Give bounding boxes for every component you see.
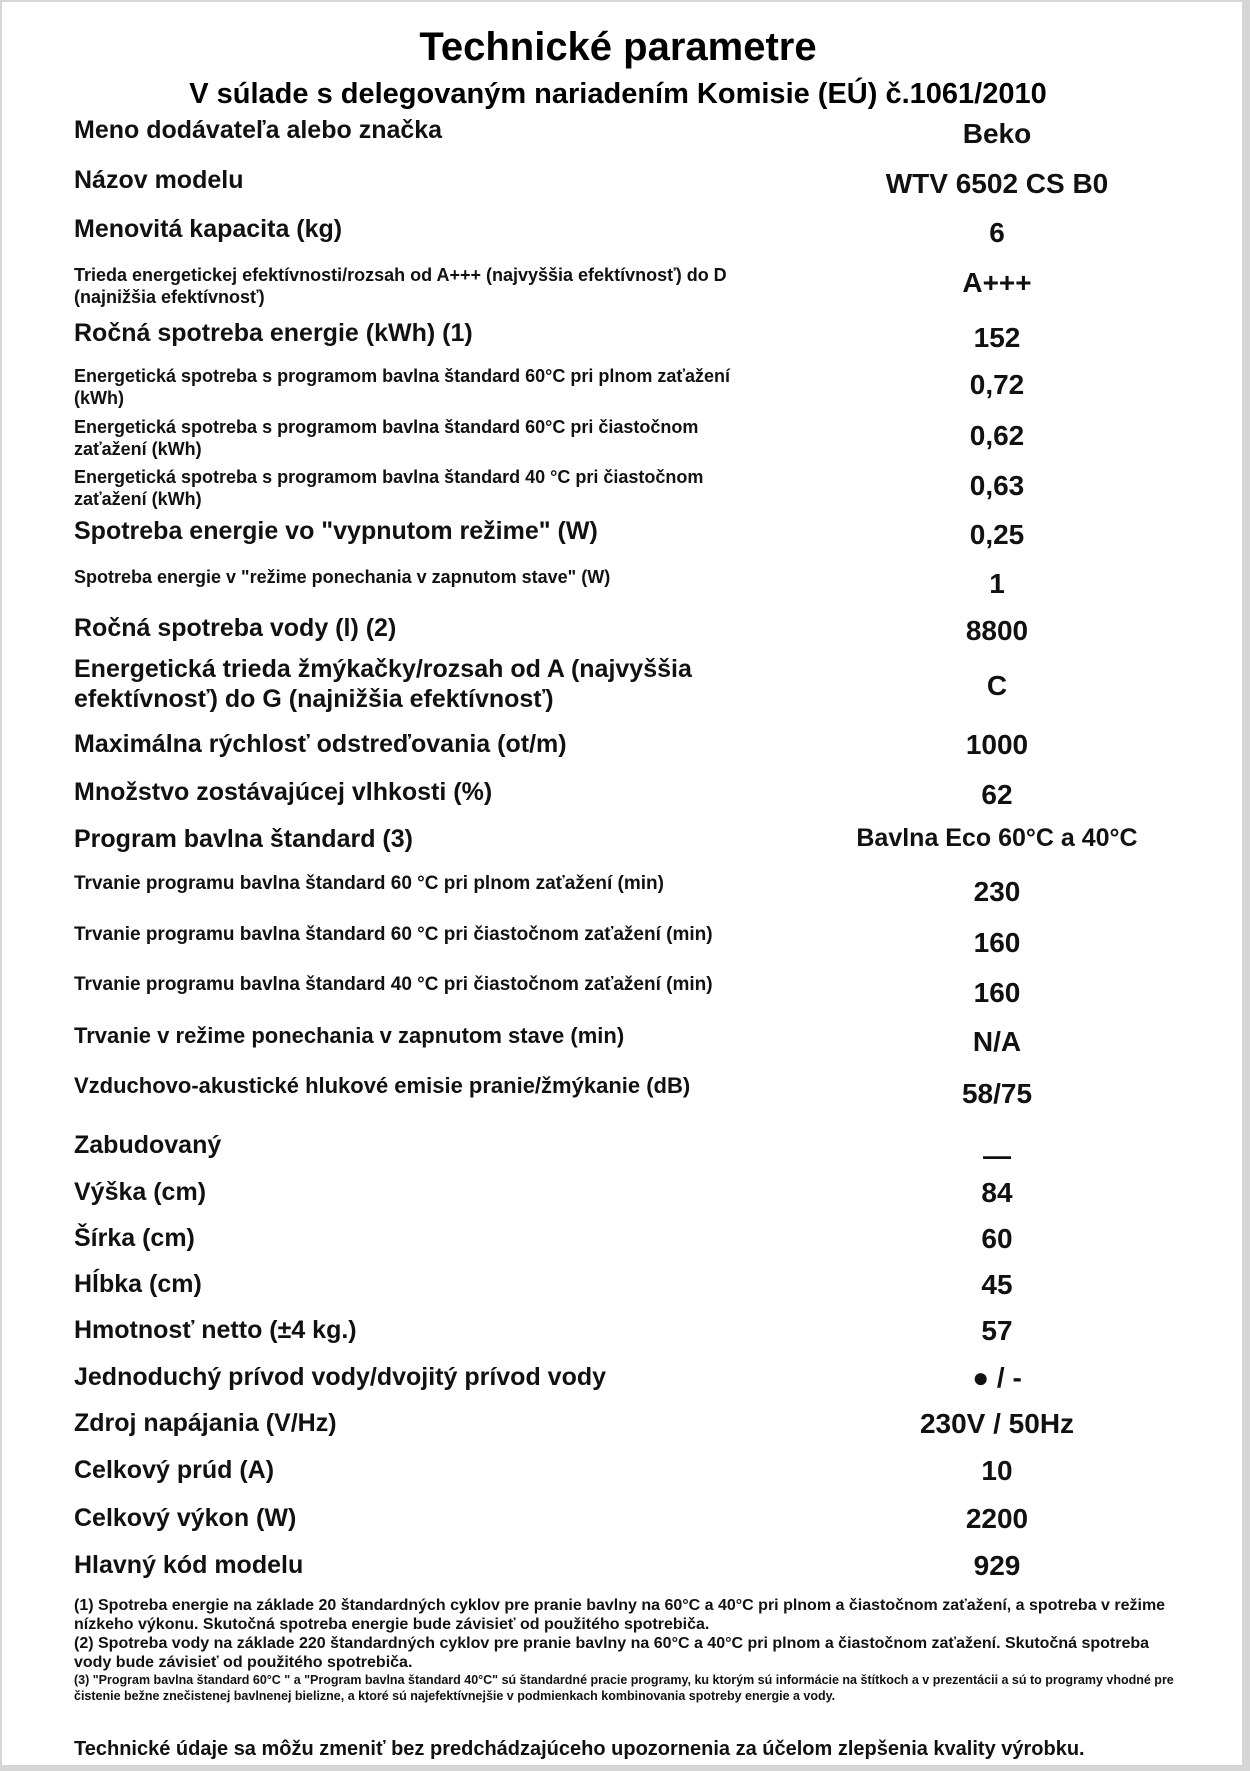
footnotes (74, 1596, 1174, 1704)
spec-label: Celkový prúd (A) (74, 1456, 275, 1484)
spec-value: C (986, 670, 1008, 701)
spec-label: Energetická spotreba s programom bavlna štandard 40 °C pri čiastočnom zaťažení (kWh) (74, 467, 704, 509)
spec-value: 230 (973, 876, 1021, 907)
spec-value: 929 (973, 1550, 1021, 1581)
spec-label: Program bavlna štandard (3) (74, 825, 413, 853)
footnote-3: (3) "Program bavlna štandard 60°C " a "Program bavlna štandard 40°C" sú štandardné pracie programy, ku ktorým sú informácie na štítkoch a v prezentácii a sú to programy vhodné pre čistenie bežne znečistenej bavlnenej bielizne, a ktoré sú najefektívnejšie v podmienkach kombinovania spotreby energie a vody. (74, 1673, 1174, 1703)
spec-label: Vzduchovo-akustické hlukové emisie pranie/žmýkanie (dB) (74, 1073, 691, 1098)
spec-value: 0,63 (969, 470, 1025, 501)
spec-value: 1 (989, 568, 1005, 599)
spec-label: Energetická spotreba s programom bavlna štandard 60°C pri plnom zaťažení (kWh) (74, 366, 730, 408)
spec-label: Šírka (cm) (74, 1224, 195, 1252)
spec-label: Trvanie v režime ponechania v zapnutom stave (min) (74, 1023, 625, 1048)
disclaimer: Technické údaje sa môžu zmeniť bez predchádzajúceho upozornenia za účelom zlepšenia kvality výrobku. (74, 1738, 1085, 1760)
spec-value: 160 (973, 927, 1021, 958)
spec-value: 2200 (965, 1503, 1029, 1534)
spec-value: 58/75 (961, 1078, 1033, 1109)
spec-label: Zabudovaný (74, 1131, 222, 1159)
spec-label: Spotreba energie vo "vypnutom režime" (W) (74, 517, 598, 545)
spec-label: Zdroj napájania (V/Hz) (74, 1409, 337, 1437)
spec-label: Výška (cm) (74, 1178, 207, 1206)
spec-label: Hĺbka (cm) (74, 1270, 202, 1298)
spec-label: Množstvo zostávajúcej vlhkosti (%) (74, 778, 493, 806)
spec-label: Celkový výkon (W) (74, 1504, 297, 1532)
spec-label: Meno dodávateľa alebo značka (74, 116, 443, 144)
spec-label: Ročná spotreba energie (kWh) (1) (74, 319, 473, 347)
spec-label: Trvanie programu bavlna štandard 60 °C pri plnom zaťažení (min) (74, 873, 664, 894)
spec-label: Energetická spotreba s programom bavlna štandard 60°C pri čiastočnom zaťažení (kWh) (74, 417, 699, 459)
spec-value: — (983, 1140, 1011, 1171)
spec-label: Spotreba energie v "režime ponechania v zapnutom stave" (W) (74, 567, 611, 587)
spec-value: 6 (989, 217, 1005, 248)
spec-label: Názov modelu (74, 166, 244, 194)
spec-value: A+++ (962, 267, 1032, 298)
spec-value: Beko (962, 118, 1032, 149)
spec-value: 8800 (965, 615, 1029, 646)
spec-value: 84 (981, 1177, 1013, 1208)
spec-value: 160 (973, 977, 1021, 1008)
spec-label: Hlavný kód modelu (74, 1551, 304, 1579)
spec-label: Ročná spotreba vody (l) (2) (74, 614, 397, 642)
spec-label: Maximálna rýchlosť odstreďovania (ot/m) (74, 730, 567, 758)
spec-value: 62 (981, 779, 1013, 810)
footnote-1: (1) Spotreba energie na základe 20 štandardných cyklov pre pranie bavlny na 60°C a 40°C pri plnom a čiastočnom zaťažení, a spotreba v režime nízkeho výkonu. Skutočná spotreba energie bude závisieť od použitého spotrebiča. (74, 1597, 1166, 1633)
spec-value: WTV 6502 CS B0 (885, 168, 1109, 199)
spec-label: Jednoduchý prívod vody/dvojitý prívod vody (74, 1363, 607, 1391)
page-subtitle: V súlade s delegovaným nariadením Komisie (EÚ) č.1061/2010 (189, 78, 1047, 110)
spec-sheet (2, 2, 1242, 1765)
spec-value: Bavlna Eco 60°C a 40°C (856, 824, 1138, 852)
spec-value: 0,62 (969, 420, 1025, 451)
spec-label: Hmotnosť netto (±4 kg.) (74, 1316, 357, 1344)
spec-label: Energetická trieda žmýkačky/rozsah od A (najvyššia efektívnosť) do G (najnižšia efektívnosť) (74, 655, 692, 713)
spec-label: Trvanie programu bavlna štandard 60 °C pri čiastočnom zaťažení (min) (74, 924, 713, 945)
spec-value: ● / - (972, 1362, 1022, 1393)
spec-value: 230V / 50Hz (919, 1408, 1075, 1439)
spec-label: Menovitá kapacita (kg) (74, 215, 343, 243)
spec-label: Trvanie programu bavlna štandard 40 °C pri čiastočnom zaťažení (min) (74, 974, 713, 995)
spec-value: 10 (981, 1455, 1013, 1486)
spec-value: 60 (981, 1223, 1013, 1254)
page-title: Technické parametre (419, 25, 817, 69)
spec-value: 0,25 (969, 519, 1025, 550)
spec-value: 1000 (965, 729, 1029, 760)
spec-label: Trieda energetickej efektívnosti/rozsah od A+++ (najvyššia efektívnosť) do D (najnižšia efektívnosť) (74, 265, 727, 307)
spec-value: 57 (981, 1315, 1013, 1346)
spec-value: N/A (972, 1026, 1022, 1057)
footnote-2: (2) Spotreba vody na základe 220 štandardných cyklov pre pranie bavlny na 60°C a 40°C pri plnom a čiastočnom zaťažení. Skutočná spotreba vody bude závisieť od použitého spotrebiča. (74, 1635, 1150, 1671)
spec-value: 45 (981, 1269, 1013, 1300)
spec-value: 152 (973, 322, 1021, 353)
spec-value: 0,72 (969, 369, 1025, 400)
